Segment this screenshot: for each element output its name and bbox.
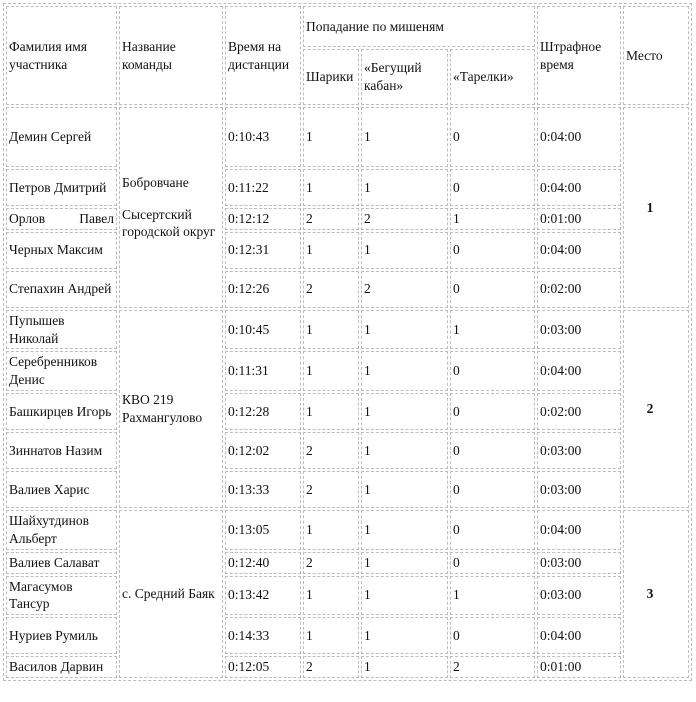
hits-boar: 1 [361, 471, 448, 508]
team-place [623, 510, 689, 678]
hits-boar: 1 [361, 432, 448, 469]
participant-name: Степахин Андрей [6, 271, 117, 308]
distance-time: 0:12:31 [225, 232, 301, 269]
header-row [6, 6, 689, 47]
penalty-time: 0:04:00 [537, 617, 621, 654]
distance-time: 0:13:42 [225, 576, 301, 616]
distance-time: 0:10:43 [225, 107, 301, 167]
hits-balls: 2 [303, 208, 359, 230]
participant-name: Пупышев Николай [6, 310, 117, 350]
distance-time: 0:13:05 [225, 510, 301, 550]
hits-boar: 2 [361, 271, 448, 308]
hits-balls: 2 [303, 271, 359, 308]
participant-name: Магасумов Тансур [6, 576, 117, 616]
hits-balls: 1 [303, 617, 359, 654]
hits-balls: 1 [303, 393, 359, 430]
penalty-time: 0:03:00 [537, 471, 621, 508]
header-hit-balls: Шарики [303, 49, 359, 105]
participant-name [6, 208, 117, 230]
participant-name: Василов Дарвин [6, 656, 117, 678]
participant-name: Башкирцев Игорь [6, 393, 117, 430]
participant-name: Валиев Харис [6, 471, 117, 508]
table-row [6, 552, 689, 574]
header-hit-boar: «Бегущий кабан» [361, 49, 448, 105]
distance-time: 0:12:26 [225, 271, 301, 308]
hits-balls: 2 [303, 471, 359, 508]
hits-balls: 2 [303, 552, 359, 574]
header-name: Фамилия имя участника [6, 6, 117, 105]
team-place [623, 107, 689, 308]
table-row [6, 656, 689, 678]
hits-plates: 0 [450, 552, 535, 574]
table-row [6, 471, 689, 508]
participant-name: Серебренников Денис [6, 351, 117, 391]
table-row [6, 208, 689, 230]
hits-boar: 1 [361, 656, 448, 678]
hits-balls: 1 [303, 351, 359, 391]
penalty-time: 0:02:00 [537, 393, 621, 430]
table-row [6, 271, 689, 308]
header-hit-plates: «Тарелки» [450, 49, 535, 105]
team-region: Сысертский городской округ [122, 206, 216, 240]
hits-boar: 1 [361, 232, 448, 269]
hits-plates: 0 [450, 432, 535, 469]
distance-time: 0:11:22 [225, 169, 301, 206]
team-name: КВО 219 Рахмангулово [119, 310, 223, 508]
penalty-time: 0:03:00 [537, 310, 621, 350]
table-row [6, 232, 689, 269]
hits-plates: 0 [450, 617, 535, 654]
distance-time: 0:14:33 [225, 617, 301, 654]
participant-surname: Орлов [9, 211, 46, 226]
hits-boar: 1 [361, 510, 448, 550]
participant-name: Нуриев Румиль [6, 617, 117, 654]
hits-plates: 0 [450, 471, 535, 508]
hits-plates: 0 [450, 510, 535, 550]
distance-time: 0:12:40 [225, 552, 301, 574]
hits-balls: 1 [303, 232, 359, 269]
hits-plates: 2 [450, 656, 535, 678]
penalty-time: 0:01:00 [537, 656, 621, 678]
distance-time: 0:12:12 [225, 208, 301, 230]
table-row [6, 107, 689, 167]
penalty-time: 0:01:00 [537, 208, 621, 230]
hits-boar: 1 [361, 310, 448, 350]
distance-time: 0:12:05 [225, 656, 301, 678]
results-table [3, 3, 692, 681]
distance-time: 0:10:45 [225, 310, 301, 350]
distance-time: 0:12:02 [225, 432, 301, 469]
table-row [6, 169, 689, 206]
hits-balls: 1 [303, 510, 359, 550]
header-team: Название команды [119, 6, 223, 105]
hits-boar: 1 [361, 107, 448, 167]
hits-plates: 0 [450, 393, 535, 430]
team-name [119, 107, 223, 308]
hits-boar: 1 [361, 576, 448, 616]
distance-time: 0:12:28 [225, 393, 301, 430]
hits-boar: 1 [361, 617, 448, 654]
penalty-time: 0:04:00 [537, 510, 621, 550]
table-row [6, 393, 689, 430]
hits-boar: 1 [361, 552, 448, 574]
hits-plates: 0 [450, 271, 535, 308]
participant-name: Петров Дмитрий [6, 169, 117, 206]
hits-plates: 0 [450, 169, 535, 206]
penalty-time: 0:04:00 [537, 107, 621, 167]
header-time: Время на дистанции [225, 6, 301, 105]
header-place: Место [623, 6, 689, 105]
hits-balls: 1 [303, 310, 359, 350]
hits-plates: 1 [450, 576, 535, 616]
penalty-time: 0:03:00 [537, 432, 621, 469]
team-place-value: 2 [646, 401, 654, 417]
table-row [6, 351, 689, 391]
hits-balls: 1 [303, 169, 359, 206]
penalty-time: 0:04:00 [537, 351, 621, 391]
hits-boar: 1 [361, 393, 448, 430]
hits-boar: 1 [361, 169, 448, 206]
participant-name: Зиннатов Назим [6, 432, 117, 469]
penalty-time: 0:03:00 [537, 552, 621, 574]
table-row [6, 617, 689, 654]
hits-boar: 2 [361, 208, 448, 230]
hits-plates: 1 [450, 208, 535, 230]
table-row [6, 510, 689, 550]
participant-name: Демин Сергей [6, 107, 117, 167]
penalty-time: 0:02:00 [537, 271, 621, 308]
hits-boar: 1 [361, 351, 448, 391]
penalty-time: 0:03:00 [537, 576, 621, 616]
hits-plates: 0 [450, 232, 535, 269]
hits-balls: 2 [303, 656, 359, 678]
hits-plates: 0 [450, 351, 535, 391]
table-row [6, 310, 689, 350]
hits-plates: 1 [450, 310, 535, 350]
participant-name: Черных Максим [6, 232, 117, 269]
table-row [6, 576, 689, 616]
header-hits: Попадание по мишеням [303, 6, 535, 47]
participant-name: Валиев Салават [6, 552, 117, 574]
participant-name: Шайхутдинов Альберт [6, 510, 117, 550]
distance-time: 0:11:31 [225, 351, 301, 391]
team-place-value: 1 [646, 199, 654, 215]
team-place [623, 310, 689, 508]
hits-balls: 2 [303, 432, 359, 469]
header-penalty: Штрафное время [537, 6, 621, 105]
team-place-value: 3 [646, 586, 654, 602]
team-name: с. Средний Баяк [119, 510, 223, 678]
team-name-main: Бобровчане [122, 174, 189, 190]
distance-time: 0:13:33 [225, 471, 301, 508]
penalty-time: 0:04:00 [537, 169, 621, 206]
hits-balls: 1 [303, 107, 359, 167]
hits-plates: 0 [450, 107, 535, 167]
penalty-time: 0:04:00 [537, 232, 621, 269]
table-row [6, 432, 689, 469]
participant-firstname: Павел [79, 211, 114, 226]
hits-balls: 1 [303, 576, 359, 616]
